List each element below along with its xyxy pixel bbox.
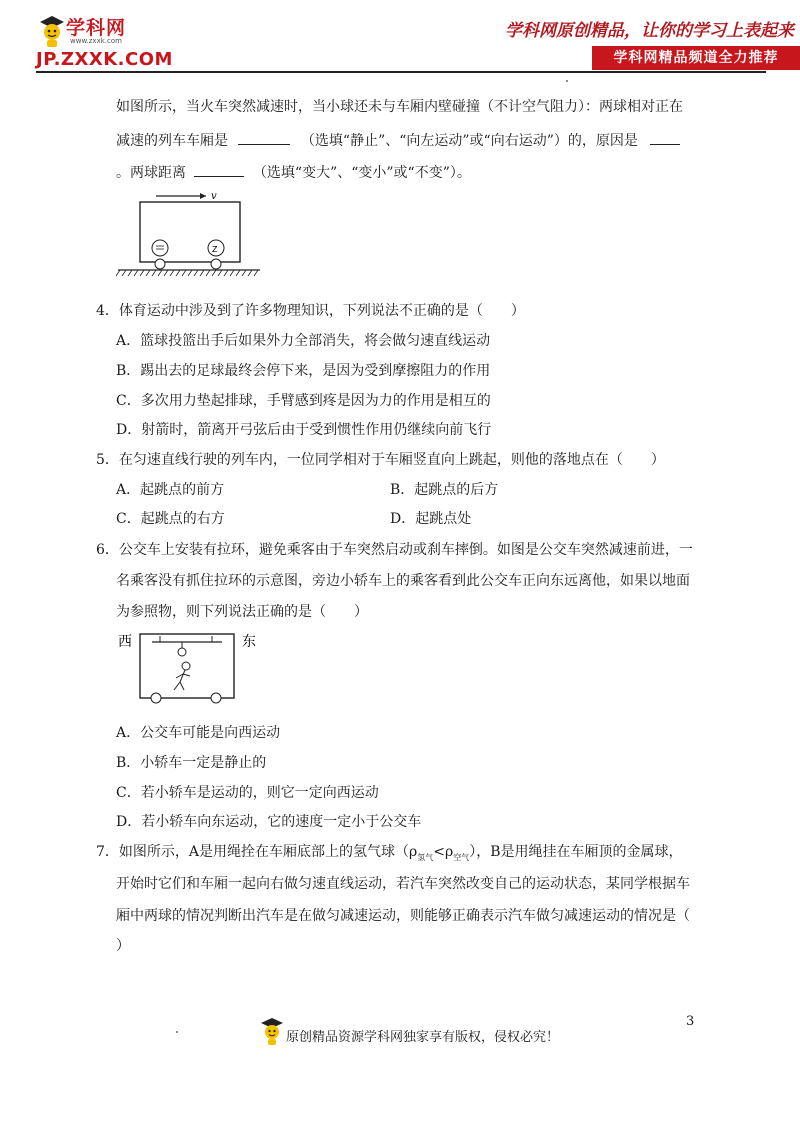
q3-answer-blank-1	[238, 130, 290, 145]
logo-mascot-icon	[36, 14, 68, 48]
q6-bus-figure	[116, 630, 276, 708]
q7-sub-air: 空气	[453, 852, 470, 862]
q3-answer-blank-2	[650, 130, 680, 145]
q4-option-c: C．多次用力垫起排球，手臂感到疼是因为力的作用是相互的	[116, 393, 491, 409]
q4-option-b: B．踢出去的足球最终会停下来，是因为受到摩擦阻力的作用	[116, 363, 491, 379]
logo-text: 学科网	[66, 17, 127, 39]
q6-text-line2: 名乘客没有抓住拉环的示意图，旁边小轿车上的乘客看到此公交车正向东远离他，如果以地面	[116, 573, 690, 589]
svg-text:Z: Z	[212, 245, 218, 254]
q3-text-line3	[116, 162, 471, 183]
q5-option-d: D．起跳点处	[390, 511, 472, 527]
q6-option-a: A．公交车可能是向西运动	[116, 725, 281, 741]
logo-site: JP.ZXXK.COM	[36, 49, 173, 70]
footer-mascot-icon	[258, 1016, 286, 1046]
q7-text-line1a: 7．如图所示，A是用绳拴在车厢底部上的氢气球（ρ	[96, 844, 418, 860]
q7-sub-hydrogen: 氢气	[417, 852, 434, 862]
scan-dot	[176, 1031, 178, 1033]
header-badge: 学科网精品频道全力推荐	[592, 46, 800, 70]
q7-text-mid: <ρ	[433, 844, 454, 860]
q6-text-line1: 6．公交车上安装有拉环，避免乘客由于车突然启动或刹车摔倒。如图是公交车突然减速前进，一	[96, 542, 693, 558]
q7-text-line1	[96, 842, 683, 868]
q3-train-figure	[116, 188, 264, 278]
q6-option-c: C．若小轿车是运动的，则它一定向西运动	[116, 785, 379, 801]
q7-text-line3: 厢中两球的情况判断出汽车是在做匀减速运动，则能够正确表示汽车做匀减速运动的情况是（	[116, 908, 690, 924]
q5-option-a: A．起跳点的前方	[116, 482, 225, 498]
header-slogan: 学科网原创精品，让你的学习上表起来	[505, 21, 794, 41]
header-divider	[36, 71, 766, 73]
q5-stem: 5．在匀速直线行驶的列车内，一位同学相对于车厢竖直向上跳起，则他的落地点在（ ）	[96, 452, 665, 468]
q3-text-line1: 如图所示，当火车突然减速时，当小球还未与车厢内壁碰撞（不计空气阻力）：两球相对正在	[116, 99, 683, 115]
velocity-label: v	[211, 191, 217, 202]
q4-option-d: D．射箭时，箭离开弓弦后由于受到惯性作用仍继续向前飞行	[116, 422, 492, 438]
footer-copyright: 原创精品资源学科网独家享有版权，侵权必究！	[286, 1030, 560, 1045]
q6-text-line3: 为参照物，则下列说法正确的是（ ）	[116, 604, 368, 620]
q6-option-d: D．若小轿车向东运动，它的速度一定小于公交车	[116, 814, 422, 830]
q5-option-b: B．起跳点的后方	[390, 482, 499, 498]
q3-text-line2b: （选填“静止”、“向左运动”或“向右运动”）的，原因是	[300, 133, 638, 149]
page-number: 3	[686, 1014, 695, 1029]
east-label: 东	[242, 634, 256, 650]
q4-option-a: A．篮球投篮出手后如果外力全部消失，将会做匀速直线运动	[116, 333, 491, 349]
west-label: 西	[118, 634, 132, 650]
q7-text-line2: 开始时它们和车厢一起向右做匀速直线运动，若汽车突然改变自己的运动状态，某同学根据车	[116, 876, 690, 892]
q6-option-b: B．小轿车一定是静止的	[116, 755, 267, 771]
q7-text-line4: ）	[116, 938, 130, 954]
scan-dot	[566, 80, 568, 82]
q7-text-line1b: ），B是用绳挂在车厢顶的金属球，	[469, 844, 683, 860]
q3-text-line3b: （选填“变大”、“变小”或“不变”）。	[252, 165, 471, 181]
q3-text-line2a: 减速的列车车厢是	[116, 133, 228, 149]
q3-text-line2	[116, 130, 680, 151]
q4-stem: 4．体育运动中涉及到了许多物理知识，下列说法不正确的是（ ）	[96, 303, 525, 319]
q3-answer-blank-3	[194, 162, 244, 177]
logo-url: www.zxxk.com	[70, 37, 122, 45]
q3-text-line3a: 。两球距离	[116, 165, 186, 181]
q5-option-c: C．起跳点的右方	[116, 511, 225, 527]
